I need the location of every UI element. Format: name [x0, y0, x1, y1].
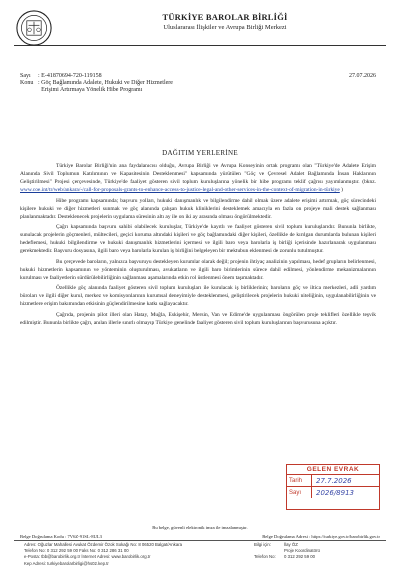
letterhead	[60, 12, 390, 31]
document-subject: Göç Bağlamında Adalete, Hukuki ve Diğer Hizmetlere Erişimi Artırmaya Yönelik Hibe Programı	[41, 80, 173, 93]
footer-contact-person: Bilgi için: İlay ÖZ Proje Koordinatörü Telefon No: 0 312 292 59 00	[254, 542, 320, 560]
verification-url[interactable]: Belge Doğrulama Adresi : https://turkiye.gov.tr/barobirlik.gov.tr	[262, 534, 380, 539]
footer-contact: Adres: Oğuzlar Mahallesi Avukat Özdemir Özok Sokağı No: 8 06520 Balgat/Ankara Telefon No: 0 312 292 59 00 Faks No: 0 312 286 31 00 e-Posta: tbb@barobirlik.org.tr İnternet Adresi: www.barobirlik.org.tr Kep Adresi: turkiyebarolarbirligi@hs02.kep.tr	[24, 542, 183, 566]
paragraph: Türkiye Barolar Birliği'nin ana faydalanıcısı olduğu, Avrupa Birliği ve Avrupa Konseyinin ortak programı olan "Türkiye'de Adalete Erişim Alanında Sivil Toplumun Katılımının ve Kapasitesinin Desteklenmesi" kapsamında yürütülen "Göç ve Çevresel Adalet Bağlamında İnsan Haklarının Geliştirilmesi" Projesi çerçevesinde, Türkiye'de faaliyet gösteren sivil toplum kuruluşlarına yönelik bir hibe programı teklif çağrısı yayımlanmıştır. (bknz. www.coe.int/tr/web/ankara/-/call-for-proposals-grants-to-enhance-access-to-justice-legal-and-other-services-in-the-context-of-migration-in-türkiye )	[20, 163, 376, 194]
stamp-date: 27.7.2026	[316, 476, 352, 485]
header-divider	[14, 45, 386, 46]
department-name: Uluslararası İlişkiler ve Avrupa Birliği Merkezi	[163, 24, 287, 31]
letter-body	[20, 162, 376, 329]
footer-divider	[14, 540, 386, 541]
document-number: E-41870694-720-119158	[41, 73, 102, 79]
document-meta: Sayı : E-41870694-720-119158 Konu : Göç Bağlamında Adalete, Hukuki ve Diğer Hizmetlere Erişimi Artırmaya Yönelik Hibe Programı	[20, 73, 191, 94]
incoming-document-stamp: GELEN EVRAK Tarih 27.7.2026 Sayı 2026/8913	[286, 464, 380, 510]
bar-association-seal-icon	[16, 10, 52, 46]
paragraph: Özellikle göç alanında faaliyet gösteren sivil toplum kuruluşları ile kurulacak iş birliklerinin; baroların göç ve iltica merkezleri, adli yardım büroları ve ilgili diğer kurul, merkez ve komisyonlarının kurumsal deneyimiyle desteklenmesi, geliştirilecek projelerin hukuki niteliğinin, uygulanabilirliğinin ve hizmetlere erişim bakımından etkisinin güçlendirilmesine katkı sağlayacaktır.	[20, 285, 376, 308]
document-date: 27.07.2026	[349, 73, 376, 79]
call-link[interactable]: www.coe.int/tr/web/ankara/-/call-for-proposals-grants-to-enhance-access-to-justice-legal-and-other-services-in-the-context-of-migration-in-türkiye	[20, 187, 340, 194]
organization-name: TÜRKİYE BAROLAR BİRLİĞİ	[162, 12, 288, 22]
paragraph: Çağrı kapsamında başvuru sahibi olabilecek kuruluşlar, Türkiye'de kayıtlı ve faaliyet gösteren sivil toplum kuruluşlarıdır. Bununla birlikte, sunulacak projelerin göçmenleri, mültecileri, geçici koruma altındaki kişileri ve göç bağlamındaki diğer kişileri, özellikle de kırılgan durumlarda bulunan kişileri hedeflemesi, hukuki bilgilendirme ve hukuki danışmanlık hizmetlerini içermesi ve ilgili baro veya barolarla iş birliği içerisinde hazırlanarak uygulanması gerekmektedir. Başvuru dosyasına, ilgili baro veya barolarla kurulan iş birliğini belgeleyen bir mektubun eklenmesi de zorunlu tutulmuştur.	[20, 224, 376, 255]
esignature-note: Bu belge, güvenli elektronik imza ile imzalanmıştır.	[152, 525, 248, 530]
distribution-title: DAĞITIM YERLERİNE	[162, 149, 238, 157]
stamp-number: 2026/8913	[316, 488, 354, 497]
paragraph: Çağrıda, projenin pilot illeri olan Hatay, Muğla, Eskişehir, Mersin, Van ve Edirne'de uygulanması öngörülen proje teklifleri özellikle teşvik edilmiştir. Bununla birlikte çağrı, anılan illerle sınırlı olmayıp Türkiye genelinde faaliyet gösteren sivil toplum kuruluşlarının başvurusuna açıktır.	[20, 311, 376, 326]
verification-code: Belge Doğrulama Kodu : 7V6Z-91SL-8UL3	[20, 534, 102, 539]
verification-row	[20, 534, 380, 539]
paragraph: Hibe programı kapsamında; başvuru yolları, hukuki danışmanlık ve bilgilendirme dahil olmak üzere adalete erişimi artırmak, göç sürecindeki kişilere hukuki ve diğer hizmetleri sunmak ve göç alanında çalışan hukuk kliniklerini desteklemek amacıyla en fazla on projeye mali destek sağlanması planlanmaktadır. Desteklenecek projelerin uygulama süresinin altı ay ile on iki ay arasında olması öngörülmektedir.	[20, 197, 376, 220]
paragraph: Bu çerçevede baroların, yalnızca başvuruyu destekleyen kurumlar olarak değil; projenin ihtiyaç analizinin yapılması, hedef grupların belirlenmesi, hukuki hizmetlerin kapsamının ve yönteminin oluşturulması, avukatların ve ilgili baro birimlerinin sürece dahil edilmesi, yönlendirme mekanizmalarının kurulması ve faaliyetlerin sürdürülebilirliğinin sağlanması aşamalarında etkin rol üstlenmesi önem taşımaktadır.	[20, 258, 376, 281]
